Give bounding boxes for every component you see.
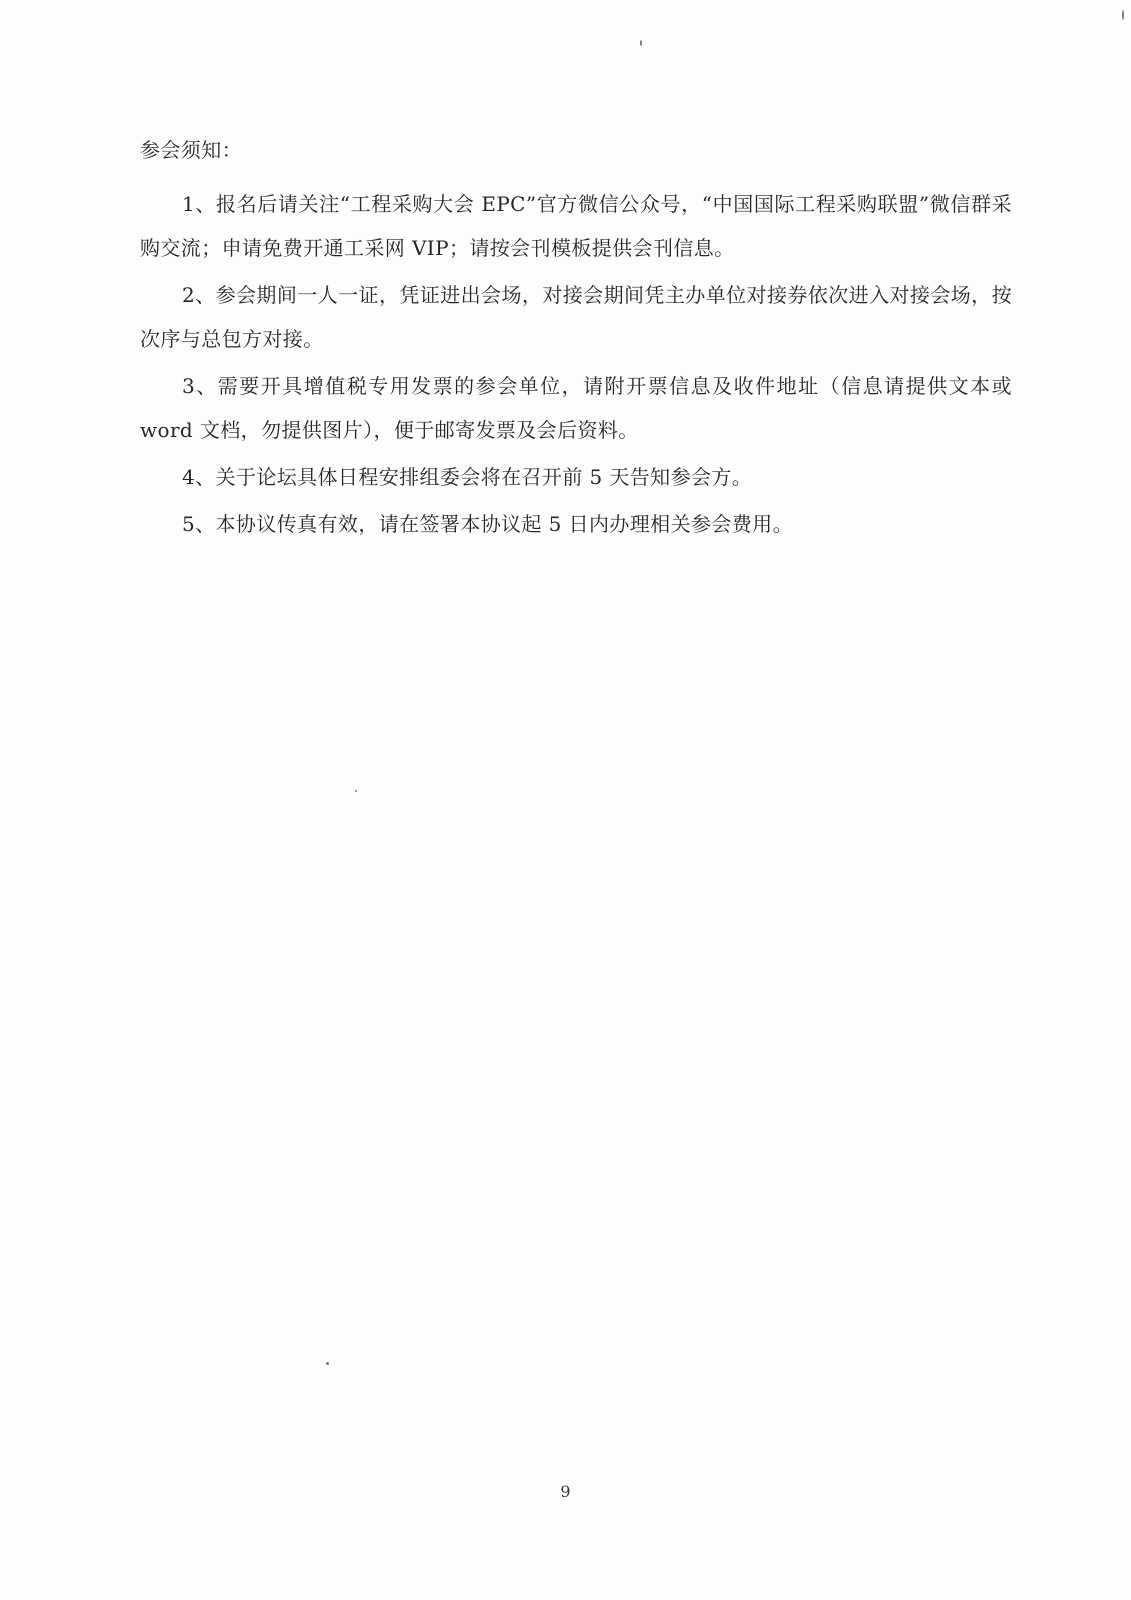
scan-speck [640, 40, 642, 46]
scan-speck [1122, 10, 1124, 20]
notice-item-3: 3、需要开具增值税专用发票的参会单位，请附开票信息及收件地址（信息请提供文本或 word 文档，勿提供图片），便于邮寄发票及会后资料。 [140, 374, 1012, 442]
page-number: 9 [560, 1482, 571, 1501]
scan-speck [355, 790, 357, 792]
notice-item-4: 4、关于论坛具体日程安排组委会将在召开前 5 天告知参会方。 [182, 465, 753, 489]
notice-item-5: 5、本协议传真有效，请在签署本协议起 5 日内办理相关参会费用。 [182, 512, 793, 536]
notice-heading: 参会须知： [140, 138, 242, 162]
scan-speck [326, 1362, 329, 1365]
notice-body [140, 128, 1012, 549]
notice-item-2: 2、参会期间一人一证，凭证进出会场，对接会期间凭主办单位对接券依次进入对接会场，按次序与总包方对接。 [140, 283, 1012, 351]
notice-item-1: 1、报名后请关注“工程采购大会 EPC”官方微信公众号，“中国国际工程采购联盟”微信群采购交流；申请免费开通工采网 VIP；请按会刊模板提供会刊信息。 [140, 192, 1012, 260]
